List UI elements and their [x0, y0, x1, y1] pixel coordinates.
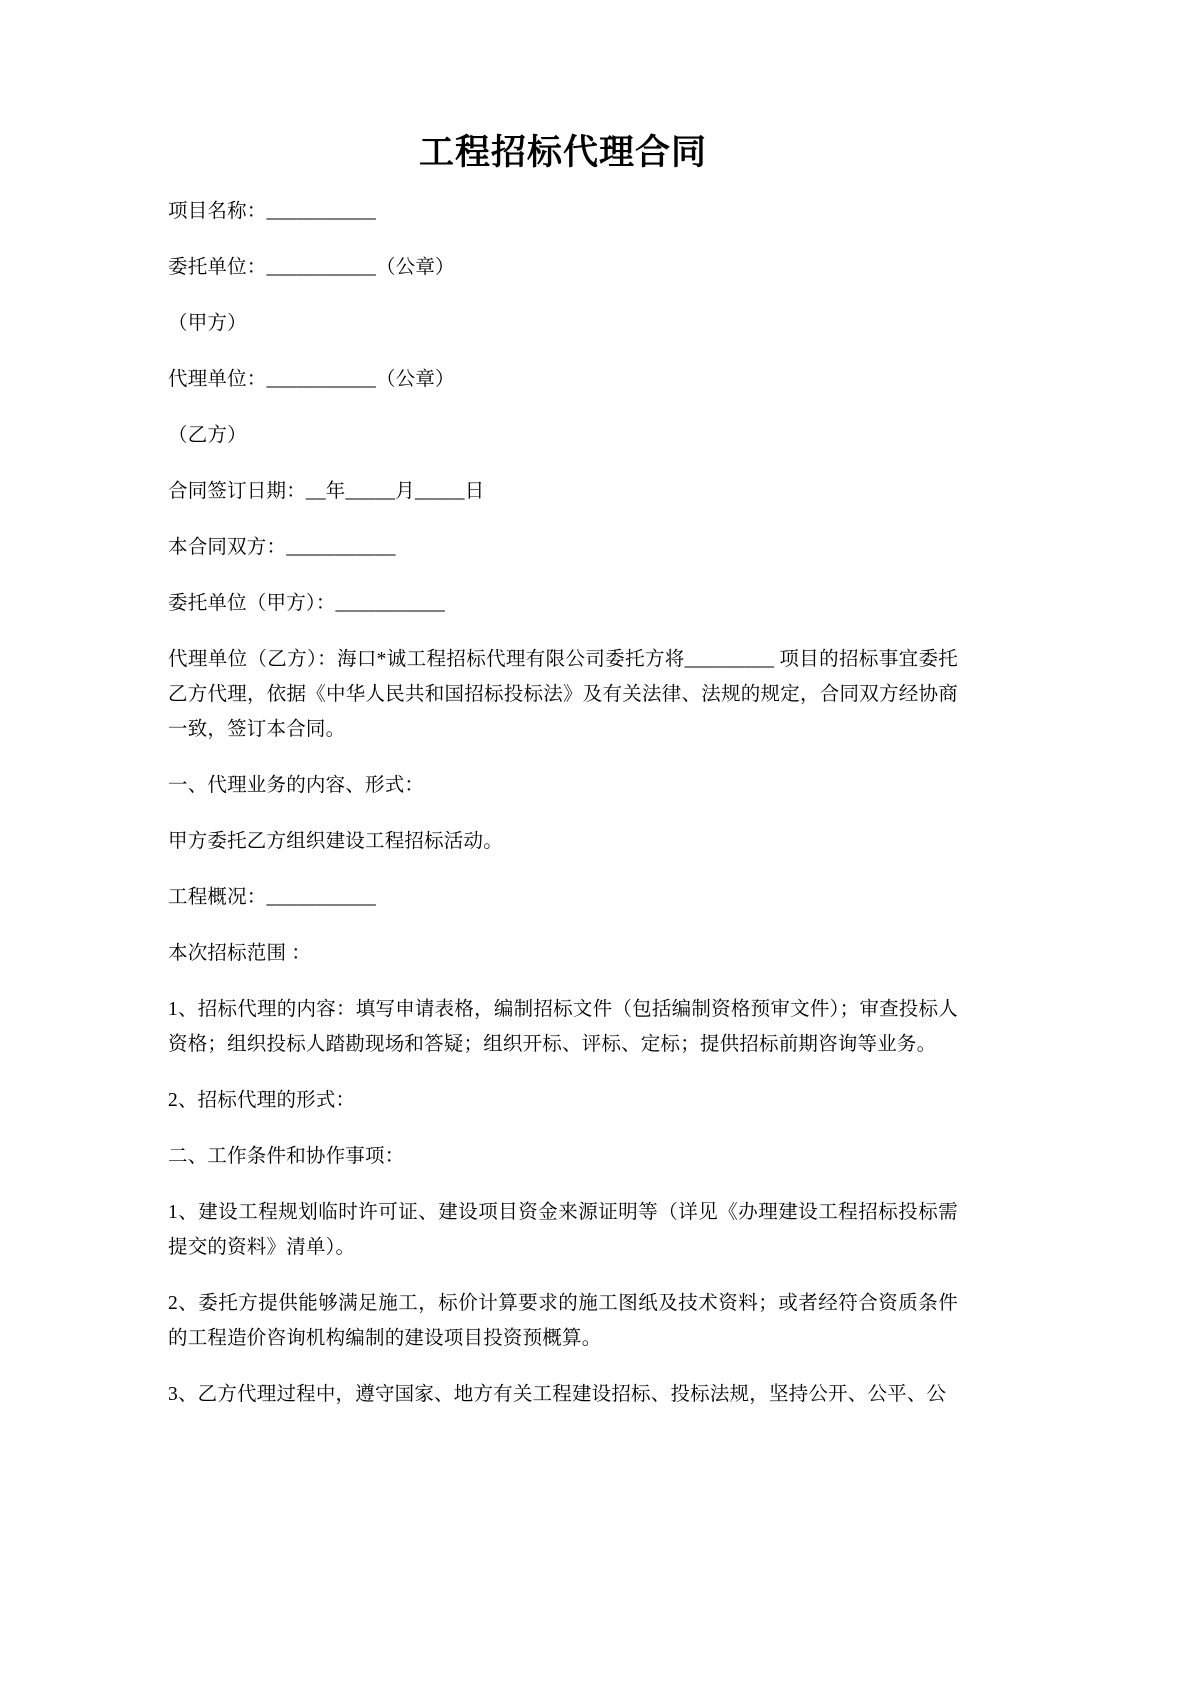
- paragraph-party-a-line: 委托单位（甲方）：___________: [168, 592, 446, 614]
- paragraph-item-1-2: 2、招标代理的形式：: [168, 1089, 356, 1111]
- paragraph-item-2-1: 1、建设工程规划临时许可证、建设项目资金来源证明等（详见《办理建设工程招标投标需提交的资料》清单）。: [168, 1201, 958, 1258]
- paragraph-item-2-3: 3、乙方代理过程中，遵守国家、地方有关工程建设招标、投标法规，坚持公开、公平、公: [168, 1383, 947, 1405]
- paragraph-client-unit: 委托单位：___________（公章）: [168, 256, 455, 278]
- paragraph-tender-scope: 本次招标范围 ：: [168, 942, 311, 964]
- paragraph-project-name: 项目名称：___________: [168, 200, 376, 222]
- paragraph-sign-date: 合同签订日期：__年_____月_____日: [168, 480, 485, 502]
- paragraph-item-2-2: 2、委托方提供能够满足施工，标价计算要求的施工图纸及技术资料；或者经符合资质条件的工程造价咨询机构编制的建设项目投资预概算。: [168, 1292, 958, 1349]
- paragraph-agent-unit: 代理单位：___________（公章）: [168, 368, 455, 390]
- paragraph-party-b-line: 代理单位（乙方）：海口*诚工程招标代理有限公司委托方将_________ 项目的招标事宜委托乙方代理，依据《中华人民共和国招标投标法》及有关法律、法规的规定，合同双方经协商一致，签订本合同。: [168, 648, 958, 740]
- page-title: 工程招标代理合同: [418, 133, 707, 172]
- paragraph-project-overview: 工程概况：___________: [168, 886, 376, 908]
- paragraph-party-b-label: （乙方）: [168, 424, 247, 446]
- heading-section-two: 二、工作条件和协作事项：: [168, 1145, 405, 1167]
- document-body: [168, 130, 958, 1412]
- paragraph-party-a-label: （甲方）: [168, 312, 247, 334]
- heading-section-one: 一、代理业务的内容、形式：: [168, 774, 425, 796]
- paragraph-both-parties: 本合同双方：___________: [168, 536, 396, 558]
- paragraph-section-one-intro: 甲方委托乙方组织建设工程招标活动。: [168, 830, 503, 852]
- paragraph-item-1-1: 1、招标代理的内容：填写申请表格，编制招标文件（包括编制资格预审文件）；审查投标人资格；组织投标人踏勘现场和答疑；组织开标、评标、定标；提供招标前期咨询等业务。: [168, 998, 958, 1055]
